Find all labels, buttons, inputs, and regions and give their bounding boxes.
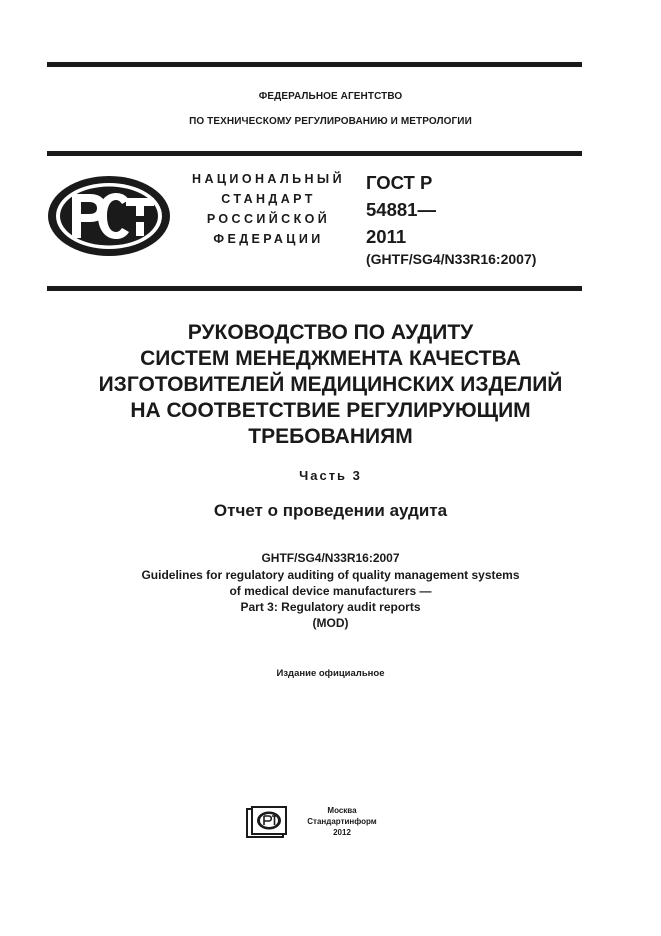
- standard-year: 2011: [366, 226, 407, 247]
- top-divider: [47, 62, 582, 67]
- english-title-line-2: of medical device manufacturers —: [229, 584, 432, 598]
- document-title-line-1: РУКОВОДСТВО ПО АУДИТУ: [187, 321, 474, 344]
- part-label: Часть 3: [299, 468, 362, 483]
- document-title-line-3: ИЗГОТОВИТЕЛЕЙ МЕДИЦИНСКИХ ИЗДЕЛИЙ: [98, 373, 563, 396]
- english-title-line-1: Guidelines for regulatory auditing of quality management systems: [141, 568, 520, 582]
- english-modification-note: (MOD): [312, 616, 349, 630]
- national-standard-line-1: НАЦИОНАЛЬНЫЙ: [192, 172, 345, 186]
- standard-designation: ГОСТ Р: [366, 172, 433, 193]
- document-title-line-2: СИСТЕМ МЕНЕДЖМЕНТА КАЧЕСТВА: [140, 347, 521, 370]
- national-standard-line-2: СТАНДАРТ: [221, 192, 316, 206]
- english-reference: GHTF/SG4/N33R16:2007: [261, 551, 400, 565]
- national-standard-line-3: РОССИЙСКОЙ: [206, 212, 331, 226]
- agency-name-line-1: ФЕДЕРАЛЬНОЕ АГЕНТСТВО: [258, 91, 403, 102]
- national-standard-line-4: ФЕДЕРАЦИИ: [213, 232, 324, 246]
- title-divider: [47, 286, 582, 291]
- publisher-name: Стандартинформ: [307, 817, 377, 826]
- agency-name-line-2: ПО ТЕХНИЧЕСКОМУ РЕГУЛИРОВАНИЮ И МЕТРОЛОГИИ: [189, 116, 472, 127]
- document-title-line-4: НА СООТВЕТСТВИЕ РЕГУЛИРУЮЩИМ: [130, 399, 531, 422]
- rst-certification-mark-icon: [46, 174, 172, 258]
- publication-year: 2012: [333, 828, 351, 837]
- document-title-line-5: ТРЕБОВАНИЯМ: [248, 425, 413, 448]
- edition-note: Издание официальное: [276, 668, 385, 679]
- publisher-city: Москва: [327, 806, 357, 815]
- standartinform-logo-icon: [246, 806, 288, 838]
- standard-reference: (GHTF/SG4/N33R16:2007): [366, 251, 537, 267]
- english-title-line-3: Part 3: Regulatory audit reports: [240, 600, 421, 614]
- standard-number: 54881—: [366, 199, 436, 220]
- document-subtitle: Отчет о проведении аудита: [213, 501, 448, 520]
- header-divider: [47, 151, 582, 156]
